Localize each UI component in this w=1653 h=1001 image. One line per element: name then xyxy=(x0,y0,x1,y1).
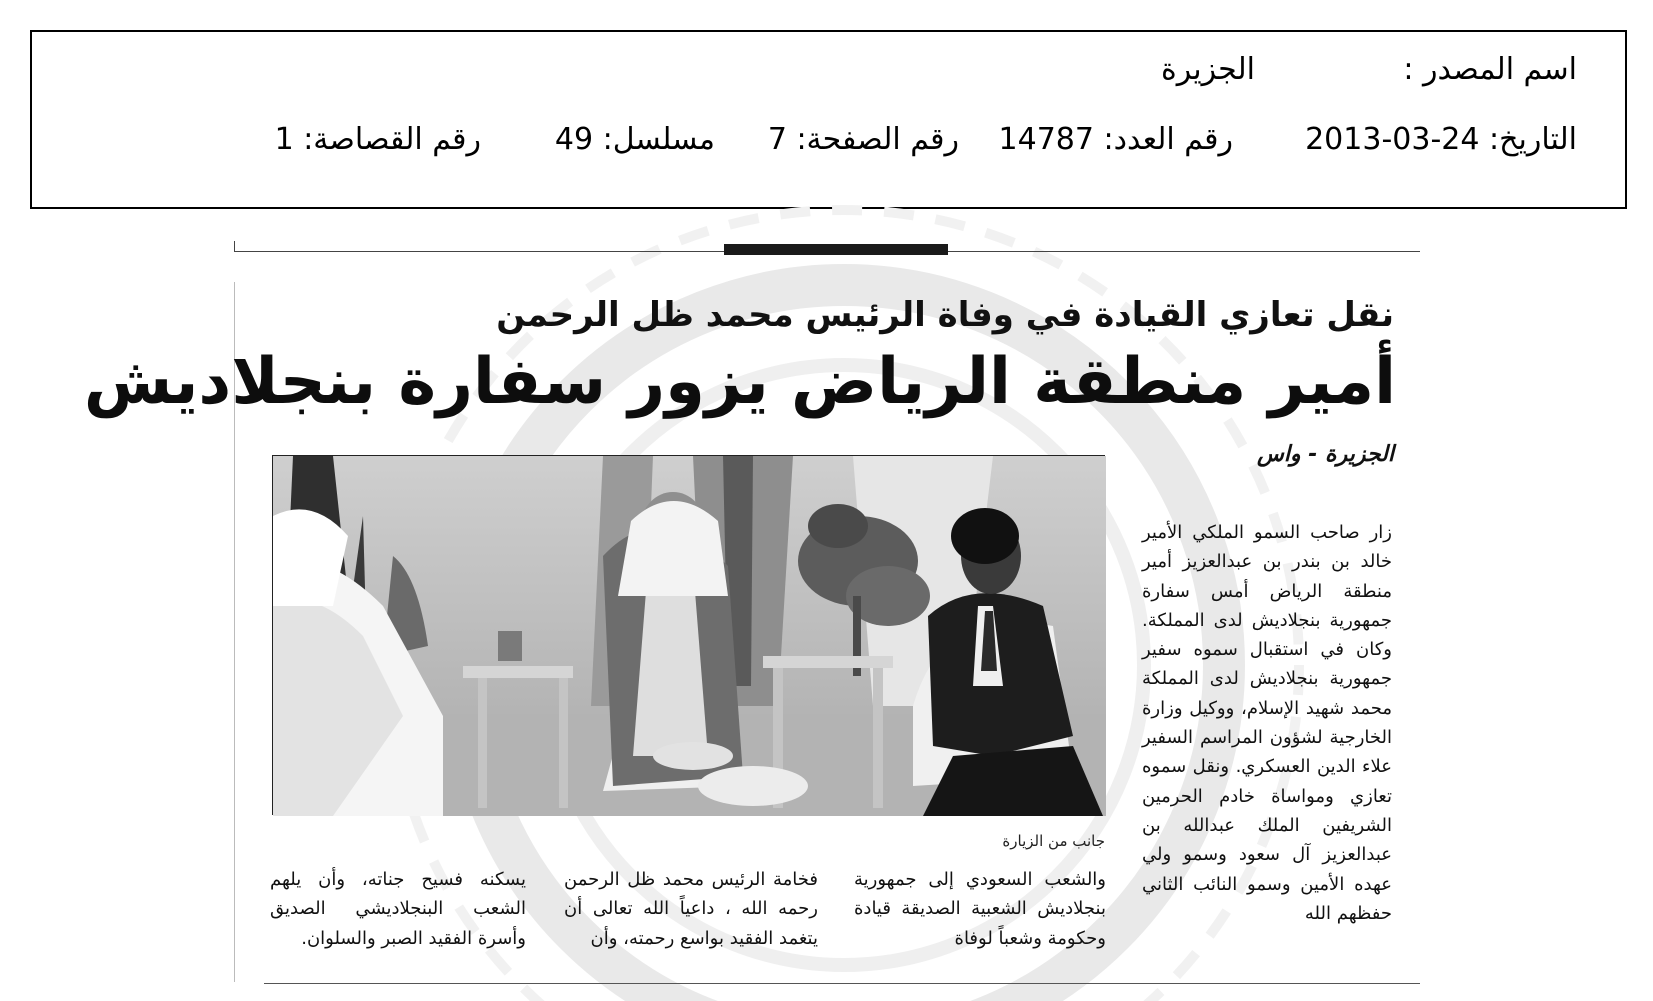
serial-field: مسلسل: 49 xyxy=(554,122,715,157)
section-marker-bar xyxy=(724,244,948,255)
article-column-3 xyxy=(564,865,818,953)
newspaper-clipping xyxy=(83,235,1424,993)
article-headline: أمير منطقة الرياض يزور سفارة بنجلاديش xyxy=(83,345,1396,419)
date-field: التاريخ: 24-03-2013 xyxy=(1305,122,1577,157)
article-column-2 xyxy=(854,865,1106,953)
article-photo xyxy=(272,455,1105,815)
page-number-field: رقم الصفحة: 7 xyxy=(767,122,959,157)
article-column-4 xyxy=(270,865,526,953)
clipping-number-field: رقم القصاصة: 1 xyxy=(274,122,481,157)
article-byline xyxy=(1257,442,1394,467)
byline-agency: - واس xyxy=(1256,442,1318,467)
article-column-1-text: زار صاحب السمو الملكي الأمير خالد بن بندر بن عبدالعزيز أمير منطقة الرياض أمس سفارة جمهورية بنجلاديش لدى المملكة. وكان في استقبال سموه سفير جمهورية بنجلاديش لدى المملكة محمد شهيد الإسلام، ووكيل وزارة الخارجية لشؤون المراسم السفير علاء الدين العسكري. ونقل سموه تعازي ومواساة خادم الحرمين الشريفين الملك عبدالله بن عبدالعزيز آل سعود وسمو ولي عهده الأمين وسمو النائب الثاني حفظهم الله xyxy=(1142,522,1392,924)
article-column-1 xyxy=(1142,518,1392,928)
byline-paper: الجزيرة xyxy=(1325,442,1394,467)
visit-scene-photo xyxy=(273,456,1106,816)
photo-caption: جانب من الزيارة xyxy=(1002,832,1105,850)
source-label: اسم المصدر : xyxy=(1403,52,1577,87)
source-info-box xyxy=(30,30,1627,209)
article-column-3-text: فخامة الرئيس محمد ظل الرحمن رحمه الله ، داعياً الله تعالى أن يتغمد الفقيد بواسع رحمته، وأن xyxy=(564,869,818,949)
source-name: الجزيرة xyxy=(1160,52,1255,87)
article-column-4-text: يسكنه فسيح جناته، وأن يلهم الشعب البنجلاديشي الصديق وأسرة الفقيد الصبر والسلوان. xyxy=(270,869,526,949)
article-kicker: نقل تعازي القيادة في وفاة الرئيس محمد ظل الرحمن xyxy=(496,295,1394,335)
article-column-2-text: والشعب السعودي إلى جمهورية بنجلاديش الشعبية الصديقة قيادة وحكومة وشعباً لوفاة xyxy=(854,869,1106,949)
issue-number-field: رقم العدد: 14787 xyxy=(998,122,1233,157)
bottom-rule xyxy=(264,983,1420,984)
